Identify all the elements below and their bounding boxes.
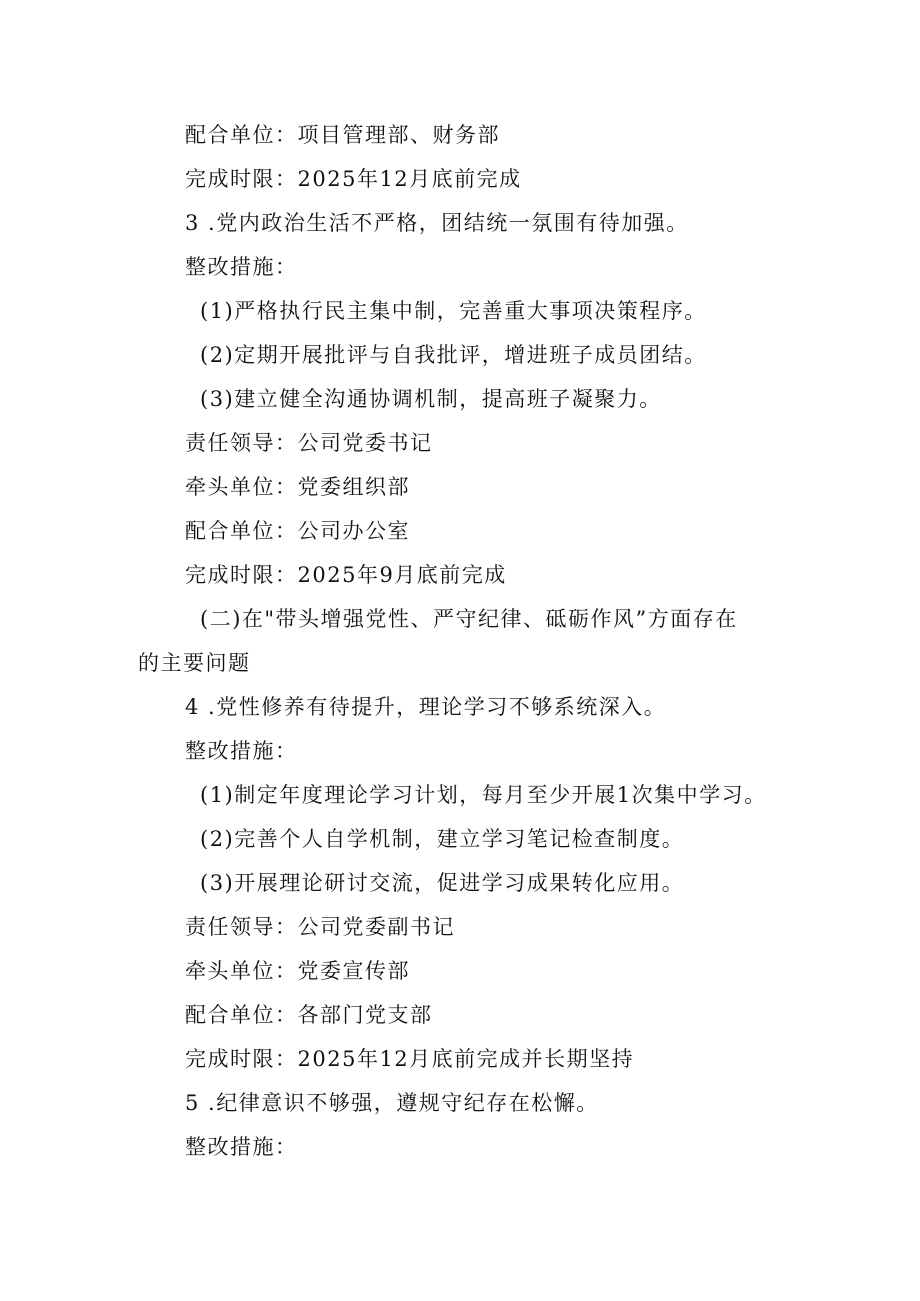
- deadline-line: 完成时限：2025年12月底前完成: [185, 167, 522, 191]
- measure-item: (3)建立健全沟通协调机制，提高班子凝聚力。: [200, 387, 662, 411]
- lead-unit-line: 牵头单位：党委宣传部: [185, 959, 410, 983]
- measures-label: 整改措施：: [185, 739, 298, 763]
- section-2-heading-continued: 的主要问题: [138, 651, 251, 675]
- cooperating-unit-line: 配合单位：公司办公室: [185, 519, 410, 543]
- section-2-heading: (二)在"带头增强党性、严守纪律、砥砺作风”方面存在: [200, 607, 738, 631]
- measure-item: (2)完善个人自学机制，建立学习笔记检查制度。: [200, 827, 685, 851]
- issue-5-heading: 5 .纪律意识不够强，遵规守纪存在松懈。: [185, 1091, 599, 1115]
- cooperating-unit-line: 配合单位：各部门党支部: [185, 1003, 433, 1027]
- measures-label: 整改措施：: [185, 255, 298, 279]
- cooperating-unit-line: 配合单位：项目管理部、财务部: [185, 123, 500, 147]
- responsible-leader-line: 责任领导：公司党委书记: [185, 431, 433, 455]
- deadline-line: 完成时限：2025年9月底前完成: [185, 563, 507, 587]
- responsible-leader-line: 责任领导：公司党委副书记: [185, 915, 455, 939]
- deadline-line: 完成时限：2025年12月底前完成并长期坚持: [185, 1047, 635, 1071]
- measure-item: (3)开展理论研讨交流，促进学习成果转化应用。: [200, 871, 685, 895]
- measures-label: 整改措施：: [185, 1135, 298, 1159]
- lead-unit-line: 牵头单位：党委组织部: [185, 475, 410, 499]
- issue-3-heading: 3 .党内政治生活不严格，团结统一氛围有待加强。: [185, 211, 689, 235]
- measure-item: (1)严格执行民主集中制，完善重大事项决策程序。: [200, 299, 707, 323]
- measure-item: (2)定期开展批评与自我批评，增进班子成员团结。: [200, 343, 707, 367]
- issue-4-heading: 4 .党性修养有待提升，理论学习不够系统深入。: [185, 695, 667, 719]
- measure-item: (1)制定年度理论学习计划，每月至少开展1次集中学习。: [200, 783, 767, 807]
